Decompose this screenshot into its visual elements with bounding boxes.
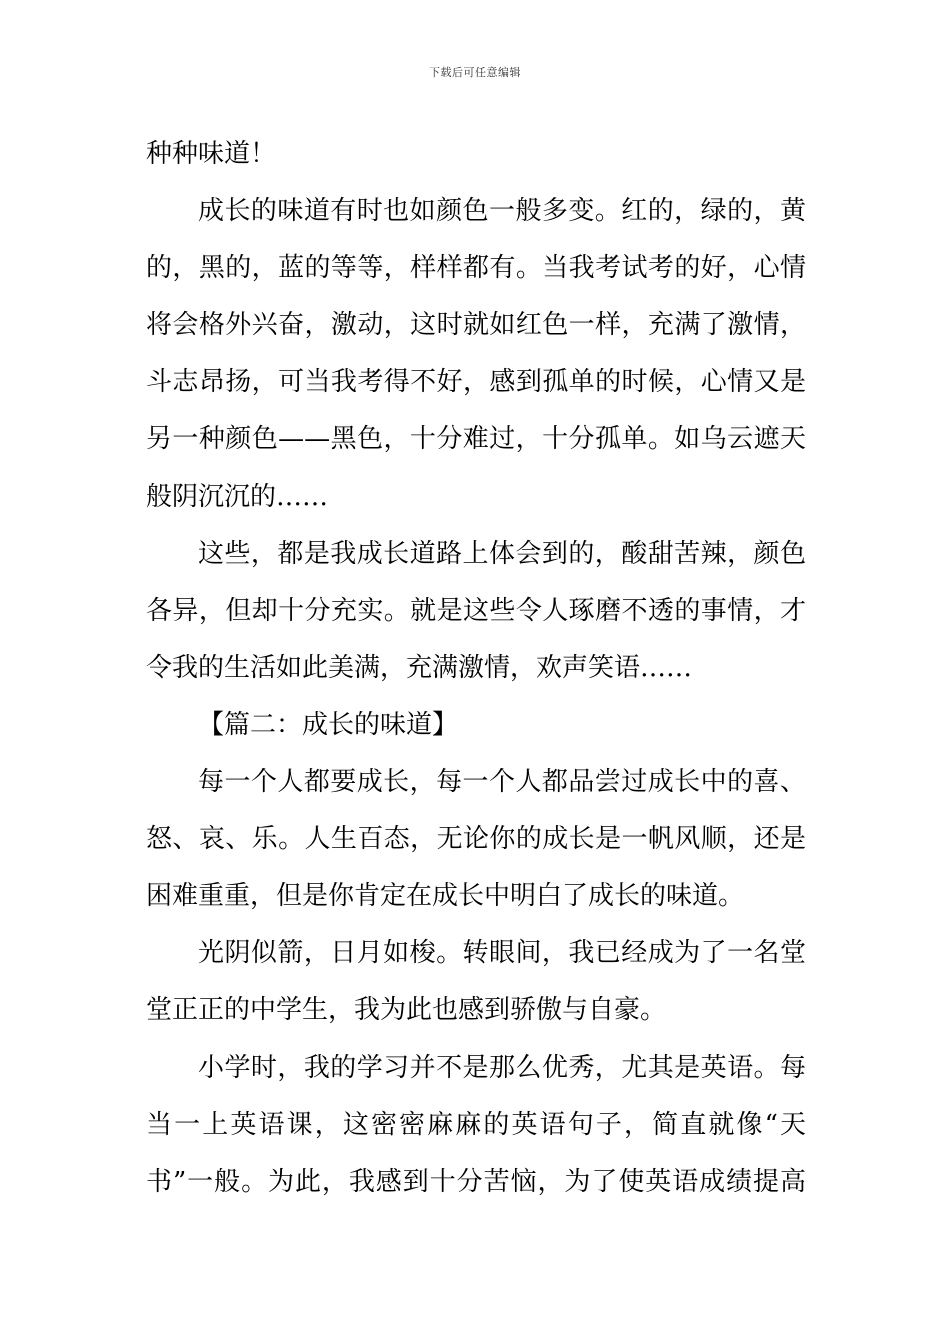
paragraph <box>146 126 806 183</box>
text-line: 堂正正的中学生，我为此也感到骄傲与自豪。 <box>146 995 667 1026</box>
text-line: 【篇二：成长的味道】 <box>198 709 459 740</box>
text-line: 这些，都是我成长道路上体会到的，酸甜苦辣，颜色 <box>198 538 806 569</box>
text-line: 斗志昂扬，可当我考得不好，感到孤单的时候，心情又是 <box>146 367 806 398</box>
text-line: 当一上英语课，这密密麻麻的英语句子，简直就像“天 <box>146 1109 806 1140</box>
text-line: 将会格外兴奋，激动，这时就如红色一样，充满了激情， <box>146 310 806 341</box>
paragraph <box>146 754 806 925</box>
text-line: 小学时，我的学习并不是那么优秀，尤其是英语。每 <box>198 1052 806 1083</box>
text-line: 书”一般。为此，我感到十分苦恼，为了使英语成绩提高 <box>146 1166 806 1197</box>
text-line: 的，黑的，蓝的等等，样样都有。当我考试考的好，心情 <box>146 253 806 284</box>
text-line: 种种味道！ <box>146 139 277 169</box>
text-line: 每一个人都要成长，每一个人都品尝过成长中的喜、 <box>198 767 806 798</box>
document-body <box>146 126 806 1211</box>
text-line: 般阴沉沉的…… <box>146 481 329 512</box>
paragraph <box>146 1040 806 1211</box>
text-line: 另一种颜色——黑色，十分难过，十分孤单。如乌云遮天 <box>146 424 806 455</box>
text-line: 成长的味道有时也如颜色一般多变。红的，绿的，黄 <box>198 196 806 227</box>
text-line: 光阴似箭，日月如梭。转眼间，我已经成为了一名堂 <box>198 938 806 969</box>
section-heading <box>146 697 806 754</box>
text-line: 各异，但却十分充实。就是这些令人琢磨不透的事情，才 <box>146 595 806 626</box>
page-header: 下载后可任意编辑 <box>429 66 521 79</box>
paragraph <box>146 526 806 697</box>
text-line: 怒、哀、乐。人生百态，无论你的成长是一帆风顺，还是 <box>146 824 806 855</box>
text-line: 困难重重，但是你肯定在成长中明白了成长的味道。 <box>146 881 745 912</box>
paragraph <box>146 183 806 526</box>
paragraph <box>146 925 806 1039</box>
text-line: 令我的生活如此美满，充满激情，欢声笑语…… <box>146 652 693 683</box>
